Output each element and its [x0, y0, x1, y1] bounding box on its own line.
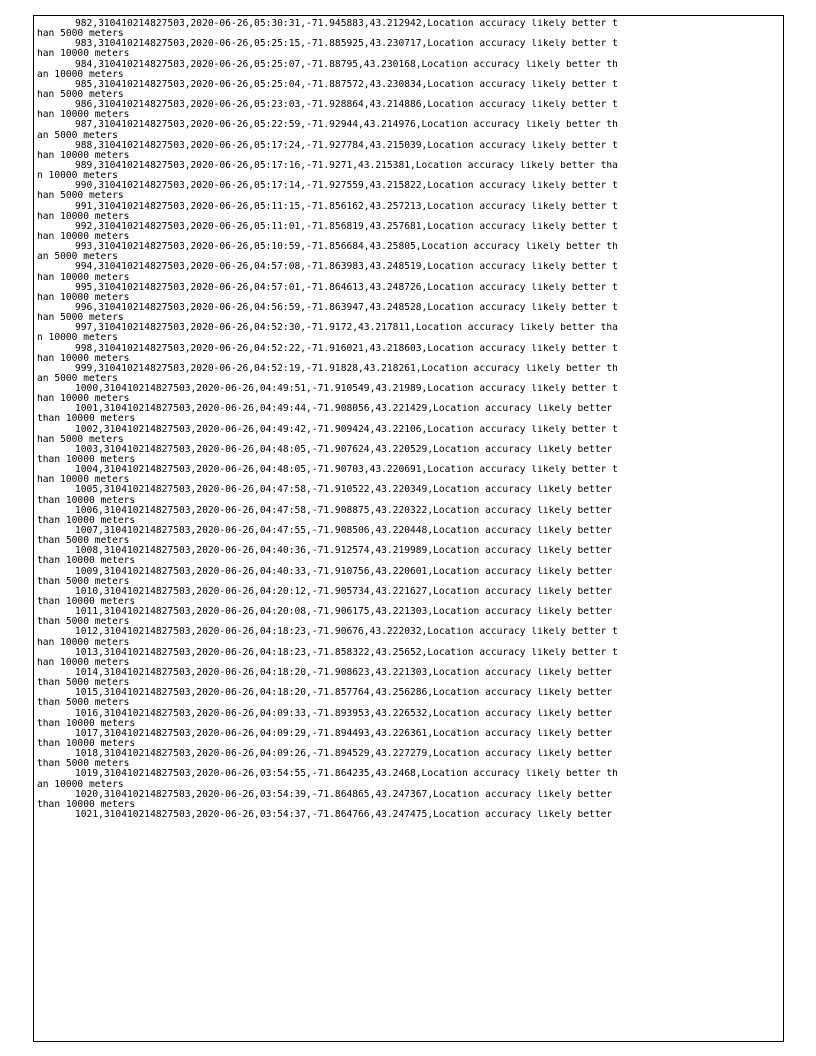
- record-line: 983,310410214827503,2020-06-26,05:25:15,-71.885925,43.230717,Location accuracy likely better t: [75, 39, 618, 50]
- record-line: 1012,310410214827503,2020-06-26,04:18:23,-71.90676,43.222032,Location accuracy likely better t: [75, 627, 618, 638]
- record-line: 1008,310410214827503,2020-06-26,04:40:36,-71.912574,43.219989,Location accuracy likely better: [75, 546, 613, 557]
- record-line: 1014,310410214827503,2020-06-26,04:18:20,-71.908623,43.221303,Location accuracy likely better: [75, 668, 613, 678]
- record-line: 1019,310410214827503,2020-06-26,03:54:55,-71.864235,43.2468,Location accuracy likely better th: [75, 769, 618, 780]
- page-frame: [33, 15, 784, 1042]
- record-line: 1018,310410214827503,2020-06-26,04:09:26,-71.894529,43.227279,Location accuracy likely better: [75, 749, 613, 760]
- record-line: 984,310410214827503,2020-06-26,05:25:07,-71.88795,43.230168,Location accuracy likely better th: [75, 59, 618, 70]
- record-continuation-line: han 10000 meters: [37, 475, 130, 486]
- record-line: 989,310410214827503,2020-06-26,05:17:16,-71.9271,43.215381,Location accuracy likely better tha: [75, 160, 618, 171]
- record-line: 993,310410214827503,2020-06-26,05:10:59,-71.856684,43.25805,Location accuracy likely better th: [75, 242, 618, 253]
- record-line: 1016,310410214827503,2020-06-26,04:09:33,-71.893953,43.226532,Location accuracy likely better: [75, 708, 613, 719]
- record-continuation-line: han 10000 meters: [37, 292, 130, 303]
- record-continuation-line: than 10000 meters: [37, 738, 136, 749]
- record-line: 1010,310410214827503,2020-06-26,04:20:12,-71.905734,43.221627,Location accuracy likely better: [75, 586, 613, 597]
- record-continuation-line: an 5000 meters: [37, 130, 118, 141]
- record-line: 988,310410214827503,2020-06-26,05:17:24,-71.927784,43.215039,Location accuracy likely better t: [75, 140, 618, 151]
- record-line: 1004,310410214827503,2020-06-26,04:48:05,-71.90703,43.220691,Location accuracy likely better t: [75, 465, 618, 476]
- record-line: 997,310410214827503,2020-06-26,04:52:30,-71.9172,43.217811,Location accuracy likely better tha: [75, 323, 618, 334]
- record-continuation-line: han 10000 meters: [37, 211, 130, 222]
- record-continuation-line: han 10000 meters: [37, 637, 130, 648]
- record-line: 994,310410214827503,2020-06-26,04:57:08,-71.863983,43.248519,Location accuracy likely better t: [75, 262, 618, 273]
- record-continuation-line: han 10000 meters: [37, 657, 130, 668]
- record-line: 992,310410214827503,2020-06-26,05:11:01,-71.856819,43.257681,Location accuracy likely better t: [75, 221, 618, 232]
- record-continuation-line: an 10000 meters: [37, 69, 124, 80]
- record-continuation-line: han 5000 meters: [37, 434, 124, 445]
- record-line: 1005,310410214827503,2020-06-26,04:47:58,-71.910522,43.220349,Location accuracy likely better: [75, 485, 613, 496]
- record-line: 1011,310410214827503,2020-06-26,04:20:08,-71.906175,43.221303,Location accuracy likely better: [75, 607, 613, 618]
- record-continuation-line: than 10000 meters: [37, 414, 136, 425]
- record-continuation-line: han 5000 meters: [37, 89, 124, 100]
- record-continuation-line: han 5000 meters: [37, 191, 124, 202]
- record-continuation-line: than 10000 meters: [37, 556, 136, 567]
- record-continuation-line: han 5000 meters: [37, 313, 124, 324]
- record-continuation-line: than 5000 meters: [37, 698, 130, 709]
- record-continuation-line: han 10000 meters: [37, 272, 130, 283]
- record-continuation-line: n 10000 meters: [37, 171, 118, 182]
- record-line: 1021,310410214827503,2020-06-26,03:54:37,-71.864766,43.247475,Location accuracy likely better: [75, 809, 613, 820]
- record-line: 1017,310410214827503,2020-06-26,04:09:29,-71.894493,43.226361,Location accuracy likely better: [75, 728, 613, 739]
- record-continuation-line: than 10000 meters: [37, 597, 136, 608]
- record-continuation-line: han 10000 meters: [37, 150, 130, 161]
- record-continuation-line: han 5000 meters: [37, 29, 124, 40]
- record-continuation-line: than 5000 meters: [37, 536, 130, 547]
- record-continuation-line: han 10000 meters: [37, 394, 130, 405]
- record-line: 1006,310410214827503,2020-06-26,04:47:58,-71.908875,43.220322,Location accuracy likely better: [75, 505, 613, 516]
- record-continuation-line: than 10000 meters: [37, 455, 136, 466]
- record-line: 1001,310410214827503,2020-06-26,04:49:44,-71.908056,43.221429,Location accuracy likely better: [75, 404, 613, 415]
- record-line: 995,310410214827503,2020-06-26,04:57:01,-71.864613,43.248726,Location accuracy likely better t: [75, 282, 618, 293]
- record-continuation-line: han 10000 meters: [37, 110, 130, 121]
- record-continuation-line: han 10000 meters: [37, 49, 130, 60]
- record-continuation-line: than 10000 meters: [37, 515, 136, 526]
- record-line: 982,310410214827503,2020-06-26,05:30:31,-71.945883,43.212942,Location accuracy likely better t: [75, 19, 618, 29]
- record-line: 1013,310410214827503,2020-06-26,04:18:23,-71.858322,43.25652,Location accuracy likely better t: [75, 647, 618, 658]
- record-continuation-line: an 10000 meters: [37, 779, 124, 790]
- record-line: 990,310410214827503,2020-06-26,05:17:14,-71.927559,43.215822,Location accuracy likely better t: [75, 181, 618, 192]
- record-line: 998,310410214827503,2020-06-26,04:52:22,-71.916021,43.218603,Location accuracy likely better t: [75, 343, 618, 354]
- record-continuation-line: than 10000 meters: [37, 495, 136, 506]
- record-line: 991,310410214827503,2020-06-26,05:11:15,-71.856162,43.257213,Location accuracy likely better t: [75, 201, 618, 212]
- record-continuation-line: n 10000 meters: [37, 333, 118, 344]
- record-line: 1020,310410214827503,2020-06-26,03:54:39,-71.864865,43.247367,Location accuracy likely better: [75, 789, 613, 800]
- record-line: 986,310410214827503,2020-06-26,05:23:03,-71.928864,43.214886,Location accuracy likely better t: [75, 100, 618, 111]
- record-line: 1003,310410214827503,2020-06-26,04:48:05,-71.907624,43.220529,Location accuracy likely better: [75, 444, 613, 455]
- record-line: 999,310410214827503,2020-06-26,04:52:19,-71.91828,43.218261,Location accuracy likely better th: [75, 363, 618, 374]
- record-line: 1009,310410214827503,2020-06-26,04:40:33,-71.910756,43.220601,Location accuracy likely better: [75, 566, 613, 577]
- record-continuation-line: an 5000 meters: [37, 373, 118, 384]
- record-continuation-line: than 5000 meters: [37, 759, 130, 770]
- record-continuation-line: han 10000 meters: [37, 231, 130, 242]
- record-line: 985,310410214827503,2020-06-26,05:25:04,-71.887572,43.230834,Location accuracy likely better t: [75, 79, 618, 90]
- csv-text-body: [37, 19, 781, 820]
- record-line: 1015,310410214827503,2020-06-26,04:18:20,-71.857764,43.256286,Location accuracy likely better: [75, 688, 613, 699]
- record-continuation-line: than 10000 meters: [37, 799, 136, 810]
- record-continuation-line: an 5000 meters: [37, 252, 118, 263]
- record-continuation-line: than 5000 meters: [37, 678, 130, 689]
- record-continuation-line: than 10000 meters: [37, 718, 136, 729]
- record-line: 1007,310410214827503,2020-06-26,04:47:55,-71.908506,43.220448,Location accuracy likely better: [75, 526, 613, 537]
- record-continuation-line: than 5000 meters: [37, 617, 130, 628]
- record-continuation-line: than 5000 meters: [37, 576, 130, 587]
- record-line: 1000,310410214827503,2020-06-26,04:49:51,-71.910549,43.21989,Location accuracy likely better t: [75, 384, 618, 395]
- record-continuation-line: han 10000 meters: [37, 353, 130, 364]
- record-line: 996,310410214827503,2020-06-26,04:56:59,-71.863947,43.248528,Location accuracy likely better t: [75, 302, 618, 313]
- record-line: 1002,310410214827503,2020-06-26,04:49:42,-71.909424,43.22106,Location accuracy likely better t: [75, 424, 618, 435]
- record-line: 987,310410214827503,2020-06-26,05:22:59,-71.92944,43.214976,Location accuracy likely better th: [75, 120, 618, 131]
